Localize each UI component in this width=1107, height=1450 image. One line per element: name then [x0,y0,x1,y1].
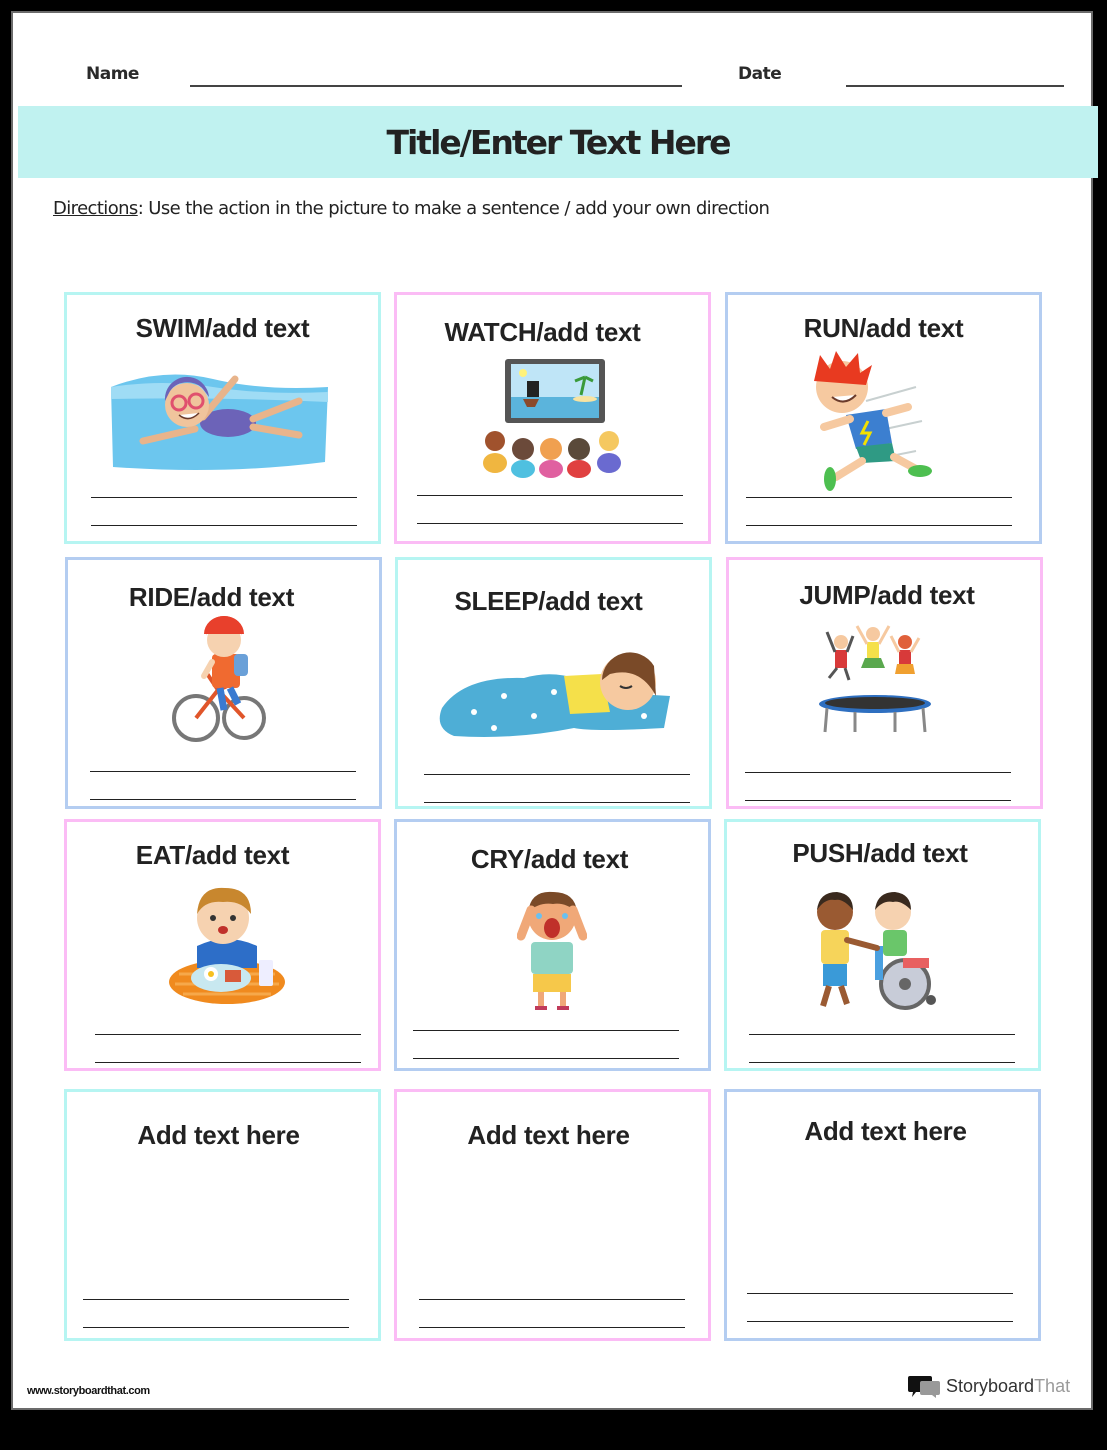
card-title[interactable]: Add text here [467,1120,630,1150]
answer-line[interactable] [746,525,1012,526]
card-custom-3 [724,1089,1041,1341]
answer-line[interactable] [745,772,1011,773]
card-title[interactable]: WATCH/add text [444,317,641,347]
answer-line[interactable] [83,1327,349,1328]
answer-line[interactable] [419,1299,685,1300]
answer-line[interactable] [95,1062,361,1063]
answer-line[interactable] [91,525,357,526]
answer-line[interactable] [413,1058,679,1059]
speech-bubbles-icon [908,1374,942,1398]
card-title[interactable]: Add text here [137,1120,300,1150]
card-title[interactable]: CRY/add text [470,844,629,874]
child-riding-bike-icon [168,614,268,748]
date-field-line[interactable] [846,85,1064,87]
page-title[interactable]: Title/Enter Text Here [386,122,730,162]
kids-jumping-trampoline-icon [815,622,935,734]
card-push [724,819,1041,1071]
card-title[interactable]: RUN/add text [803,313,964,343]
answer-line[interactable] [419,1327,685,1328]
card-cry [394,819,711,1071]
card-watch [394,292,711,544]
directions [53,198,769,219]
boy-running-icon [796,351,946,491]
answer-line[interactable] [424,802,690,803]
card-custom-2 [394,1089,711,1341]
answer-line[interactable] [413,1030,679,1031]
answer-line[interactable] [91,497,357,498]
card-run [725,292,1042,544]
answer-line[interactable] [749,1034,1015,1035]
name-field-line[interactable] [190,85,682,87]
card-sleep [395,557,712,809]
card-title[interactable]: SWIM/add text [135,313,310,343]
brand-name-bold: Storyboard [946,1375,1035,1396]
answer-line[interactable] [95,1034,361,1035]
answer-line[interactable] [745,800,1011,801]
answer-line[interactable] [83,1299,349,1300]
card-custom-1 [64,1089,381,1341]
card-ride [65,557,382,809]
directions-text[interactable]: : Use the action in the picture to make a sentence / add your own direction [137,198,770,219]
footer-url[interactable]: www.storyboardthat.com [27,1385,150,1397]
title-band [18,106,1098,178]
date-label: Date [738,64,782,84]
name-label: Name [86,64,139,84]
answer-line[interactable] [90,771,356,772]
answer-line[interactable] [417,523,683,524]
answer-line[interactable] [747,1293,1013,1294]
answer-line[interactable] [749,1062,1015,1063]
storyboardthat-logo [908,1374,1070,1398]
child-swimming-icon [103,357,333,477]
answer-line[interactable] [424,774,690,775]
card-title[interactable]: JUMP/add text [799,580,975,610]
card-title[interactable]: Add text here [804,1116,967,1146]
brand-name-light: That [1034,1375,1071,1396]
boy-crying-icon [517,886,587,1012]
card-swim [64,292,381,544]
directions-label: Directions [53,198,138,219]
boy-eating-breakfast-icon [165,878,289,1006]
answer-line[interactable] [417,495,683,496]
card-title[interactable]: RIDE/add text [128,582,295,612]
card-title[interactable]: PUSH/add text [792,838,968,868]
answer-line[interactable] [90,799,356,800]
boy-sleeping-icon [434,636,670,746]
kids-watching-tv-icon [475,359,635,479]
answer-line[interactable] [746,497,1012,498]
card-eat [64,819,381,1071]
card-jump [726,557,1043,809]
card-title[interactable]: EAT/add text [135,840,290,870]
answer-line[interactable] [747,1321,1013,1322]
boy-pushing-wheelchair-icon [807,888,937,1012]
card-title[interactable]: SLEEP/add text [454,586,643,616]
